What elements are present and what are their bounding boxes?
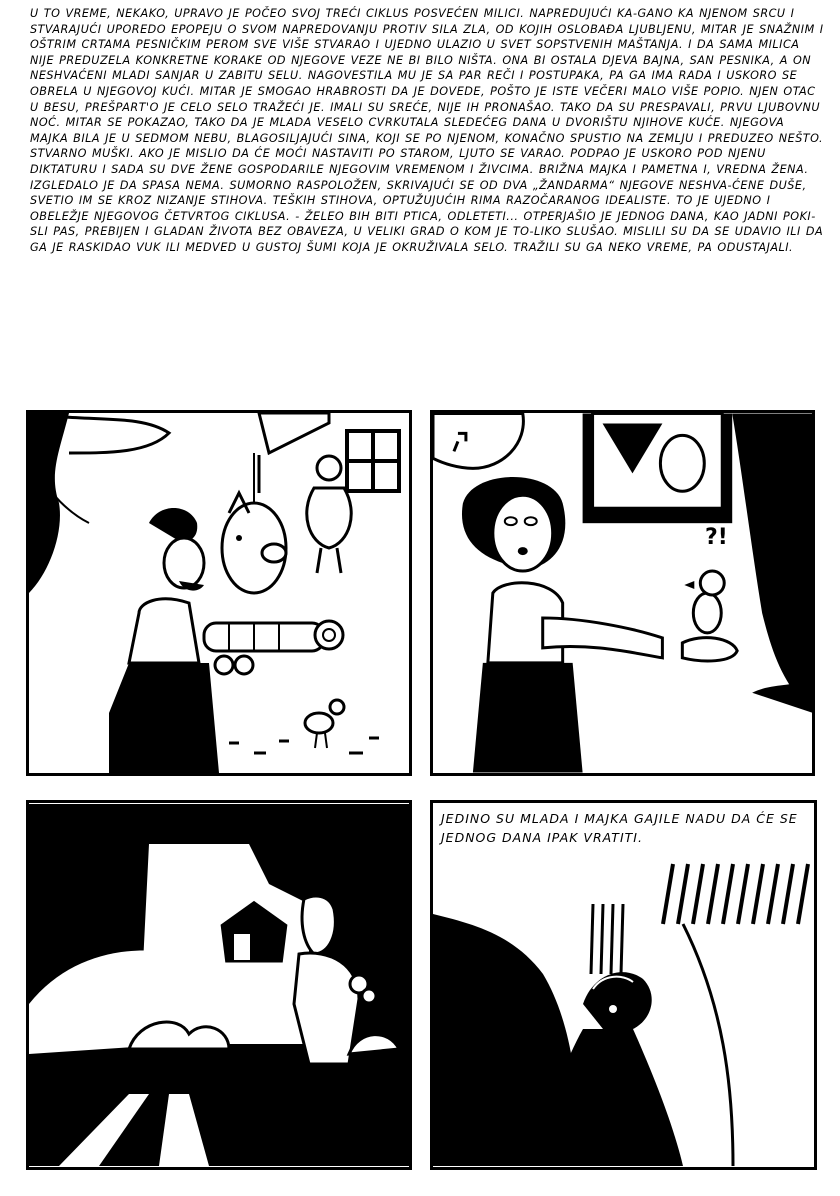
panel-4-caption: JEDINO SU MLADA I MAJKA GAJILE NADU DA ĆE SE JEDNOG DANA IPAK VRATITI.: [441, 809, 811, 847]
comic-panel-2: [430, 410, 815, 776]
comic-panel-1: [26, 410, 412, 776]
comic-panel-3: [26, 800, 412, 1170]
narration-paragraph: U TO VREME, NEKAKO, UPRAVO JE POČEO SVOJ TREĆI CIKLUS POSVEĆEN MILICI. NAPREDUJUĆI KA-GANO KA NJENOM SRCU I STVARAJUĆI UPOREDO EPOPEJU O SVOM NAPREDOVANJU PROTIV SILA ZLA, OD KOJIH OSLOBAĐA LJUBLJENU, MITAR JE SNAŽNIM I OŠTRIM CRTAMA PESNIČKIM PEROM SVE VIŠE STVARAO I UJEDNO ULAZIO U SVET SOPSTVENIH MAŠTANJA. I DA SAMA MILICA NIJE PREDUZELA KONKRETNE KORAKE OD NJEGOVE VEZE NE BI BILO NIŠTA. ONA BI OSTALA DJEVA BAJNA, SAN PESNIKA, A ON NESHVAĆENI MLADI SANJAR U ZABITU SELU. NAGOVESTILA MU JE SA PAR REČI I POSTUPAKA, PA GA IMA RADA I USKORO SE OBRELA U NJEGOVOJ KUĆI. MITAR JE SMOGAO HRABROSTI DA JE DOVEDE, POŠTO JE ISTE VEČERI MALO VIŠE POPIO. NJEN OTAC U BESU, PREŠPART'O JE CELO SELO TRAŽEĆI JE. IMALI SU SREĆE, NIJE IH PRONAŠAO. TAKO DA SU PRESPAVALI, PRVU LJUBOVNU NOĆ. MITAR SE POKAZAO, TAKO DA JE MLADA VESELO CVRKUTALA SLEDEĆEG DANA U DVORIŠTU NJIHOVE KUĆE. NJEGOVA MAJKA BILA JE U SEDMOM NEBU, BLAGOSILJAJUĆI SINA, KOJI SE PO NJENOM, KONAČNO SPUSTIO NA ZEMLJU I PREDUZEO NEŠTO. STVARNO MUŠKI. AKO JE MISLIO DA ĆE MOĆI NASTAVITI PO STAROM, LJUTO SE VARAO. PODPAO JE USKORO POD NJENU DIKTATURU I SADA SU DVE ŽENE GOSPODARILE NJEGOVIM VREMENOM I ŽIVCIMA. BRIŽNA MAJKA I PAMETNA I, VREDNA ŽENA. IZGLEDALO JE DA SPASA NEMA. SUMORNO RASPOLOŽEN, SKRIVAJUĆI SE OD DVA „ŽANDARMA“ NJEGOVE NESHVA-ĆENE DUŠE, SVETIO IM SE KROZ NIZANJE STIHOVA. TEŠKIH STIHOVA, OPTUŽUJUĆIH RIMA RAZOČARANOG IDEALISTE. TO JE UJEDNO I OBELEŽJE NJEGOVOG ČETVRTOG CIKLUSA. - ŽELEO BIH BITI PTICA, ODLETETI... OTPERJAŠIO JE JEDNOG DANA, KAO JADNI POKI-SLI PAS, PREBIJEN I GLADAN ŽIVOTA BEZ OBAVEZA, U VELIKI GRAD O KOM JE TO-LIKO SLUŠAO. MISLILI SU DA SE UDAVIO ILI DA GA JE RASKIDAO VUK ILI MEDVED U GUSTOJ ŠUMI KOJA JE OKRUŽIVALA SELO. TRAŽILI SU GA NEKO VREME, PA ODUSTAJALI.: [30, 7, 824, 254]
panel-3-illustration: [29, 803, 409, 1167]
narration-text-block: [30, 6, 825, 386]
panel-1-illustration: [29, 413, 409, 773]
panel-2-illustration: [433, 413, 812, 773]
speech-exclamation: ?!: [705, 525, 728, 550]
panel-4-illustration: [433, 803, 814, 1167]
comic-panel-4: [430, 800, 817, 1170]
